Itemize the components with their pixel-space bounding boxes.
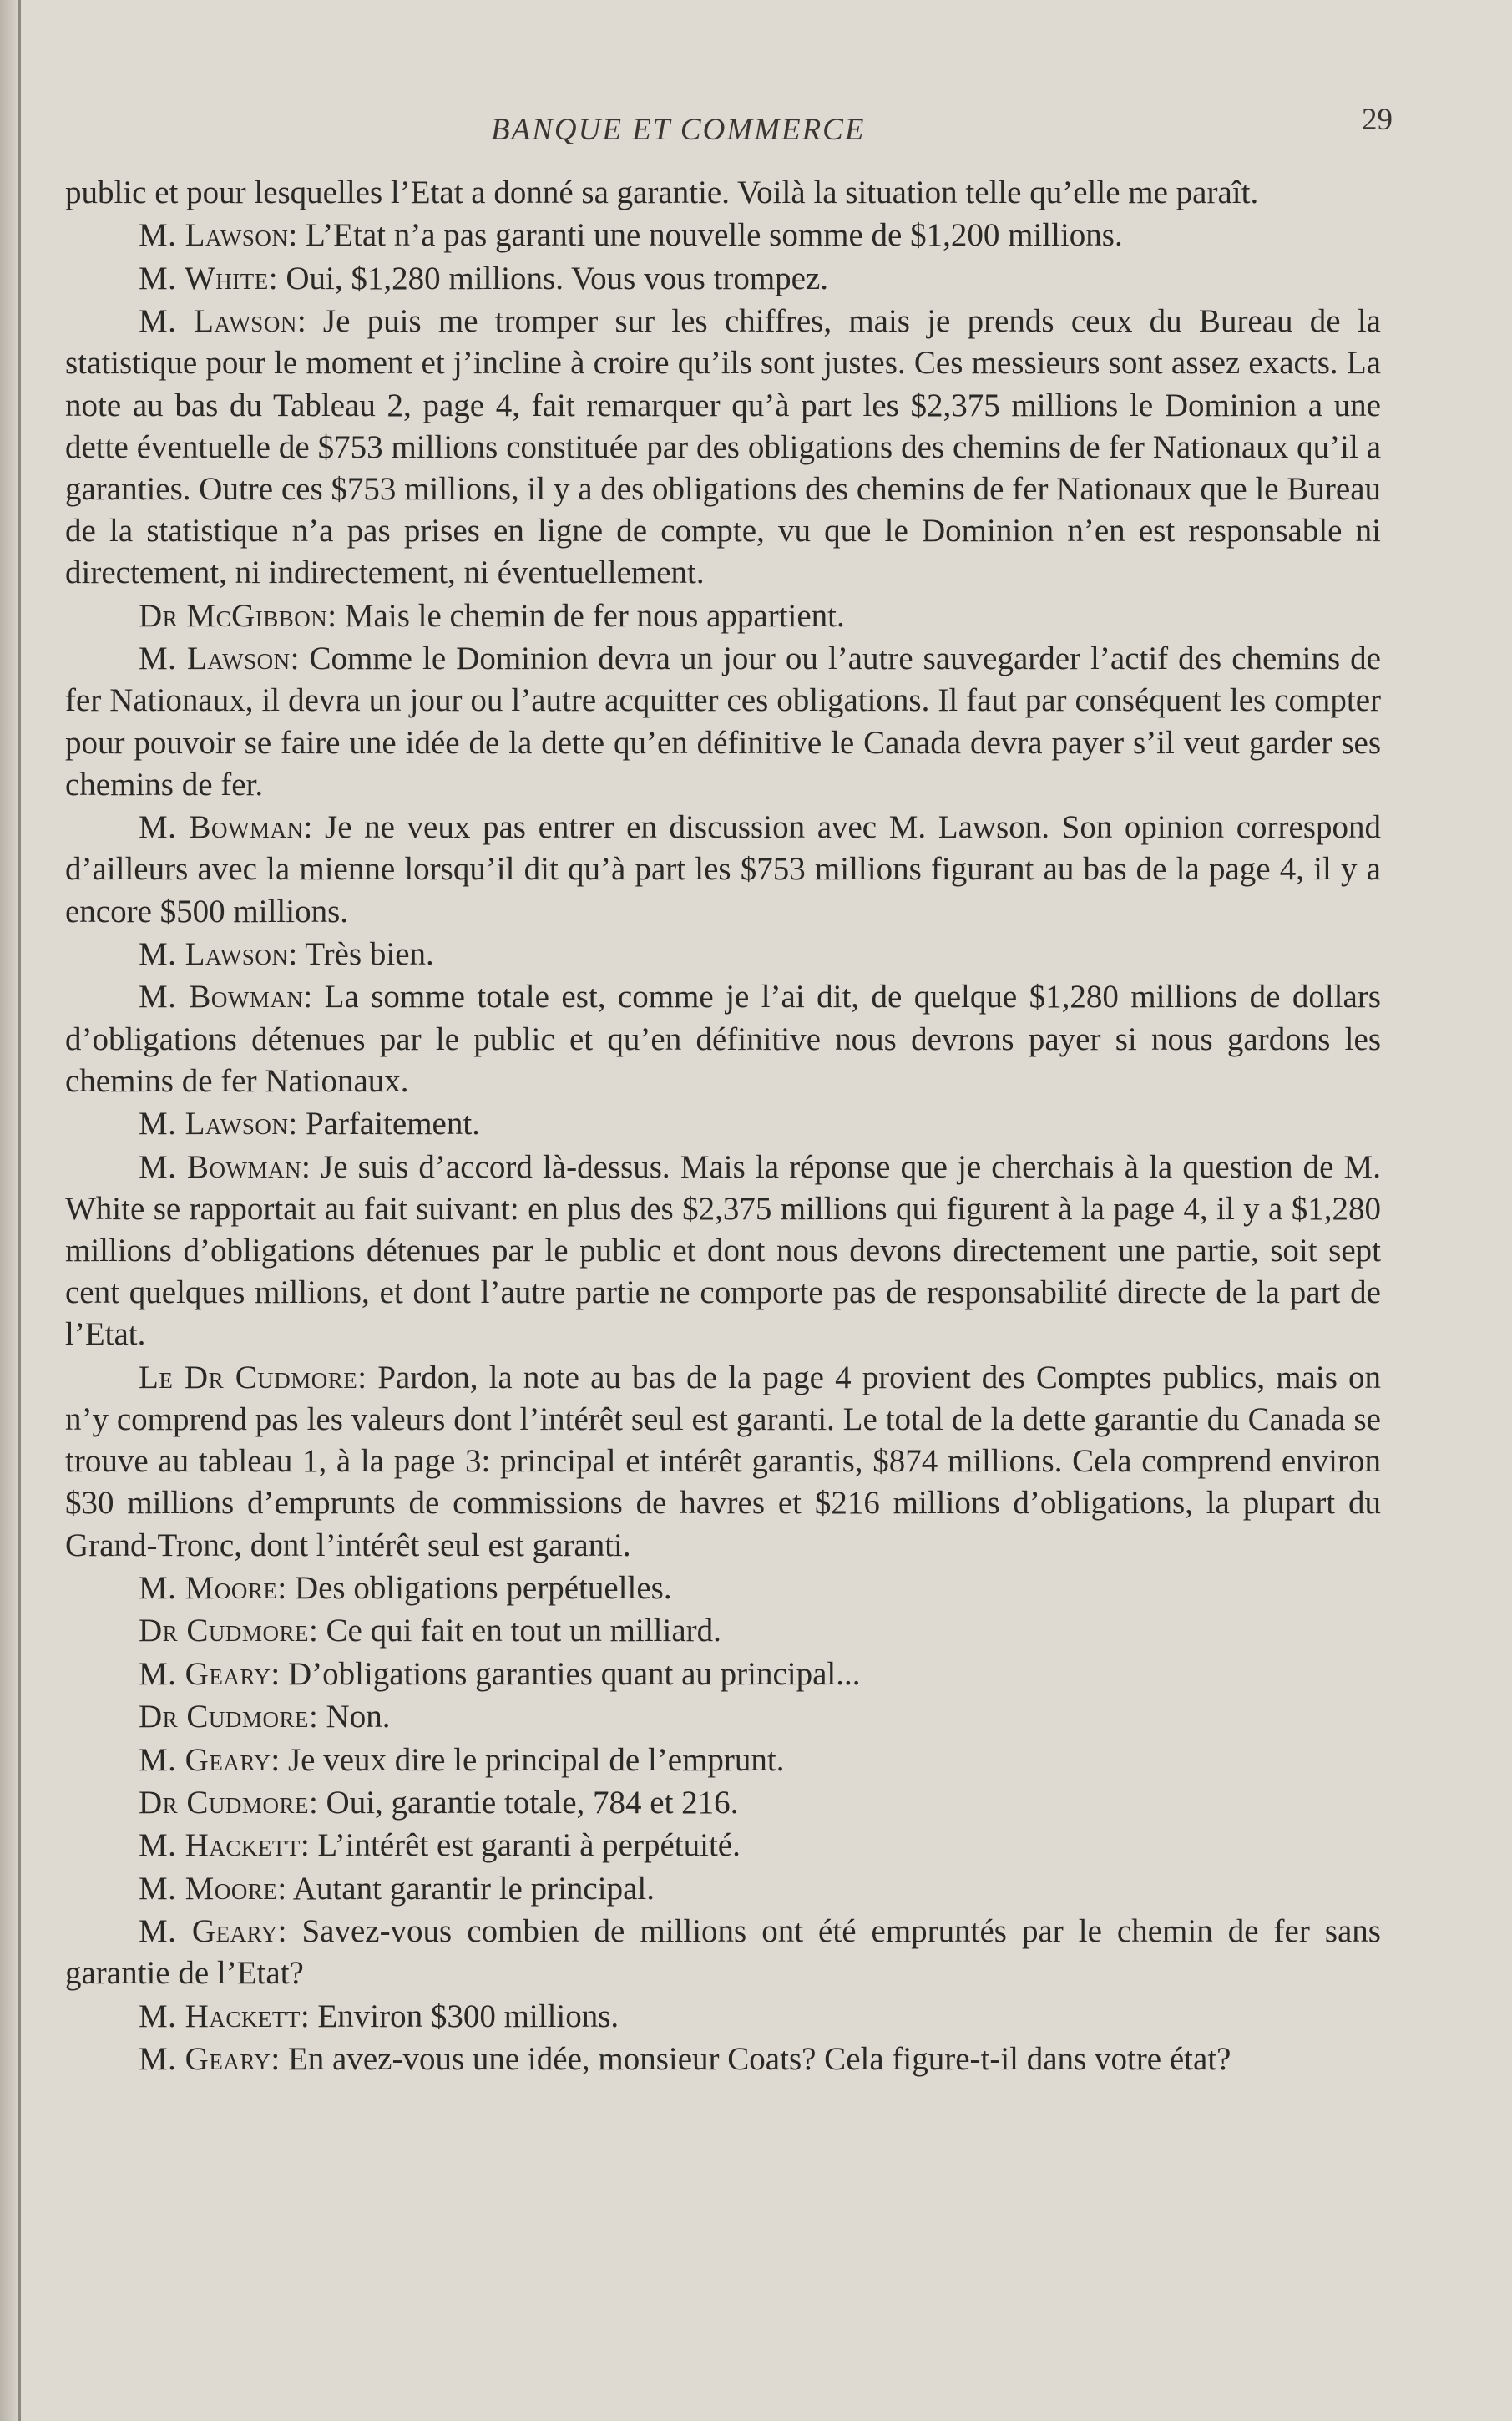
- speaker-name: M. Lawson: [139, 641, 291, 677]
- speaker-name: M. Lawson: [139, 217, 289, 254]
- paragraph-text: Parfaitement.: [305, 1106, 480, 1142]
- paragraph-6: M. Bowman: Je ne veux pas entrer en discussion avec M. Lawson. Son opinion correspond d’ailleurs avec la mienne lorsqu’il dit qu’à part les $753 millions figurant au bas de la page 4, il y a encore $500 millions.: [65, 809, 1381, 929]
- speaker-name: M. Geary: [139, 1741, 271, 1778]
- speaker-name: M. Bowman: [139, 1148, 302, 1185]
- paragraph-text: Pardon, la note au bas de la page 4 provient des Comptes publics, mais on n’y comprend pas les valeurs dont l’intérêt seul est garanti. Le total de la dette garantie du Canada se trouve au tableau 1, à la page 3: principal et intérêt garantis, $874 millions. Cela comprend environ $30 millions d’emprunts de commissions de havres et $216 millions d’obligations, la plupart du Grand-Tronc, dont l’intérêt seul est garanti.: [65, 1359, 1381, 1563]
- paragraph-4: Dr McGibbon: Mais le chemin de fer nous appartient.: [139, 597, 845, 634]
- speaker-name: M. Moore: [139, 1870, 278, 1907]
- paragraph-18: M. Hackett: L’intérêt est garanti à perpétuité.: [139, 1827, 741, 1864]
- paragraph-text: Non.: [326, 1699, 391, 1735]
- running-head: BANQUE ET COMMERCE: [491, 113, 866, 147]
- page-binding-edge: [18, 0, 21, 2421]
- paragraph-text: Ce qui fait en tout un milliard.: [326, 1613, 721, 1649]
- paragraph-text: L’Etat n’a pas garanti une nouvelle somme de $1,200 millions.: [305, 217, 1123, 254]
- paragraph-3: M. Lawson: Je puis me tromper sur les chiffres, mais je prends ceux du Bureau de la statistique pour le moment et j’incline à croire qu’ils sont justes. Ces messieurs sont assez exacts. La note au bas du Tableau 2, page 4, fait remarquer qu’à part les $2,375 millions le Dominion a une dette éventuelle de $753 millions constituée par des obligations des chemins de fer Nationaux qu’il a garanties. Outre ces $753 millions, il y a des obligations des chemins de fer Nationaux que le Bureau de la statistique n’a pas prises en ligne de compte, vu que le Dominion n’en est responsable ni directement, ni indirectement, ni éventuellement.: [65, 303, 1381, 591]
- speaker-name: Le Dr Cudmore: [139, 1359, 358, 1395]
- paragraph-19: M. Moore: Autant garantir le principal.: [139, 1870, 655, 1907]
- paragraph-text: Je puis me tromper sur les chiffres, mais je prends ceux du Bureau de la statistique pour le moment et j’incline à croire qu’ils sont justes. Ces messieurs sont assez exacts. La note au bas du Tableau 2, page 4, fait remarquer qu’à part les $2,375 millions le Dominion a une dette éventuelle de $753 millions constituée par des obligations des chemins de fer Nationaux qu’il a garanties. Outre ces $753 millions, il y a des obligations des chemins de fer Nationaux que le Bureau de la statistique n’a pas prises en ligne de compte, vu que le Dominion n’en est responsable ni directement, ni indirectement, ni éventuellement.: [65, 303, 1381, 591]
- speaker-name: M. Geary: [139, 1913, 278, 1950]
- speaker-name: Dr McGibbon: [139, 597, 328, 634]
- speaker-name: M. Geary: [139, 2041, 271, 2078]
- speaker-name: M. Bowman: [139, 979, 304, 1016]
- paragraph-5: M. Lawson: Comme le Dominion devra un jour ou l’autre sauvegarder l’actif des chemins de fer Nationaux, il devra un jour ou l’autre acquitter ces obligations. Il faut par conséquent les compter pour pouvoir se faire une idée de la dette qu’en définitive le Canada devra payer s’il veut garder ses chemins de fer.: [65, 641, 1381, 803]
- paragraph-text: Autant garantir le principal.: [292, 1870, 655, 1907]
- paragraph-text: L’intérêt est garanti à perpétuité.: [317, 1827, 741, 1864]
- paragraph-11: Le Dr Cudmore: Pardon, la note au bas de la page 4 provient des Comptes publics, mais on n’y comprend pas les valeurs dont l’intérêt seul est garanti. Le total de la dette garantie du Canada se trouve au tableau 1, à la page 3: principal et intérêt garantis, $874 millions. Cela comprend environ $30 millions d’emprunts de commissions de havres et $216 millions d’obligations, la plupart du Grand-Tronc, dont l’intérêt seul est garanti.: [65, 1359, 1381, 1563]
- speaker-name: M. White: [139, 260, 269, 296]
- paragraph-text: D’obligations garanties quant au principal...: [287, 1655, 861, 1692]
- paragraph-text: En avez-vous une idée, monsieur Coats? Cela figure-t-il dans votre état?: [287, 2041, 1231, 2078]
- speaker-name: M. Lawson: [139, 1106, 289, 1142]
- paragraph-10: M. Bowman: Je suis d’accord là-dessus. Mais la réponse que je cherchais à la question de M. White se rapportait au fait suivant: en plus des $2,375 millions qui figurent à la page 4, il y a $1,280 millions d’obligations détenues par le public et dont nous devons directement une partie, soit sept cent quelques millions, et dont l’autre partie ne comporte pas de responsabilité directe de la part de l’Etat.: [65, 1148, 1381, 1353]
- paragraph-text: Savez-vous combien de millions ont été empruntés par le chemin de fer sans garantie de l’Etat?: [65, 1913, 1381, 1992]
- document-page: [65, 99, 1393, 2081]
- transcript-body: [65, 172, 1381, 2080]
- speaker-name: M. Hackett: [139, 1827, 301, 1864]
- paragraph-14: M. Geary: D’obligations garanties quant au principal...: [139, 1655, 861, 1692]
- paragraph-text: Je ne veux pas entrer en discussion avec M. Lawson. Son opinion correspond d’ailleurs avec la mienne lorsqu’il dit qu’à part les $753 millions figurant au bas de la page 4, il y a encore $500 millions.: [65, 809, 1381, 929]
- paragraph-12: M. Moore: Des obligations perpétuelles.: [139, 1569, 672, 1606]
- paragraph-1: M. Lawson: L’Etat n’a pas garanti une nouvelle somme de $1,200 millions.: [139, 217, 1123, 254]
- paragraph-21: M. Hackett: Environ $300 millions.: [139, 1998, 619, 2034]
- paragraph-text: Mais le chemin de fer nous appartient.: [344, 597, 845, 634]
- paragraph-7: M. Lawson: Très bien.: [139, 935, 434, 972]
- paragraph-13: Dr Cudmore: Ce qui fait en tout un milliard.: [139, 1613, 721, 1649]
- paragraph-20: M. Geary: Savez-vous combien de millions ont été empruntés par le chemin de fer sans garantie de l’Etat?: [65, 1913, 1381, 1992]
- paragraph-text: La somme totale est, comme je l’ai dit, de quelque $1,280 millions de dollars d’obligations détenues par le public et qu’en définitive nous devrons payer si nous gardons les chemins de fer Nationaux.: [65, 979, 1381, 1099]
- page-number: 29: [1362, 103, 1393, 137]
- paragraph-text: Comme le Dominion devra un jour ou l’autre sauvegarder l’actif des chemins de fer Nationaux, il devra un jour ou l’autre acquitter ces obligations. Il faut par conséquent les compter pour pouvoir se faire une idée de la dette qu’en définitive le Canada devra payer s’il veut garder ses chemins de fer.: [65, 641, 1381, 803]
- paragraph-text: public et pour lesquelles l’Etat a donné sa garantie. Voilà la situation telle qu’elle me paraît.: [65, 175, 1259, 210]
- paragraph-2: M. White: Oui, $1,280 millions. Vous vous trompez.: [139, 260, 829, 296]
- paragraph-9: M. Lawson: Parfaitement.: [139, 1106, 480, 1142]
- speaker-name: M. Hackett: [139, 1998, 301, 2034]
- paragraph-17: Dr Cudmore: Oui, garantie totale, 784 et 216.: [139, 1784, 739, 1821]
- paragraph-text: Très bien.: [305, 935, 434, 972]
- speaker-name: M. Geary: [139, 1655, 271, 1692]
- paragraph-text: Environ $300 millions.: [317, 1998, 619, 2034]
- speaker-name: Dr Cudmore: [139, 1784, 309, 1821]
- paragraph-15: Dr Cudmore: Non.: [139, 1699, 391, 1735]
- paragraph-text: Je veux dire le principal de l’emprunt.: [287, 1741, 785, 1778]
- speaker-name: M. Moore: [139, 1569, 278, 1606]
- page-header: [65, 99, 1393, 157]
- paragraph-text: Des obligations perpétuelles.: [294, 1569, 672, 1606]
- paragraph-text: Oui, $1,280 millions. Vous vous trompez.: [286, 260, 829, 296]
- paragraph-22: M. Geary: En avez-vous une idée, monsieur Coats? Cela figure-t-il dans votre état?: [139, 2041, 1231, 2078]
- speaker-name: Dr Cudmore: [139, 1613, 309, 1649]
- speaker-name: M. Lawson: [139, 303, 297, 340]
- speaker-name: Dr Cudmore: [139, 1699, 309, 1735]
- paragraph-0: [65, 172, 1381, 214]
- paragraph-8: M. Bowman: La somme totale est, comme je l’ai dit, de quelque $1,280 millions de dollars d’obligations détenues par le public et qu’en définitive nous devrons payer si nous gardons les chemins de fer Nationaux.: [65, 979, 1381, 1099]
- speaker-name: M. Lawson: [139, 935, 289, 972]
- speaker-name: M. Bowman: [139, 809, 304, 846]
- paragraph-text: Je suis d’accord là-dessus. Mais la réponse que je cherchais à la question de M. White se rapportait au fait suivant: en plus des $2,375 millions qui figurent à la page 4, il y a $1,280 millions d’obligations détenues par le public et dont nous devons directement une partie, soit sept cent quelques millions, et dont l’autre partie ne comporte pas de responsabilité directe de la part de l’Etat.: [65, 1148, 1381, 1353]
- paragraph-text: Oui, garantie totale, 784 et 216.: [326, 1784, 739, 1821]
- paragraph-16: M. Geary: Je veux dire le principal de l’emprunt.: [139, 1741, 785, 1778]
